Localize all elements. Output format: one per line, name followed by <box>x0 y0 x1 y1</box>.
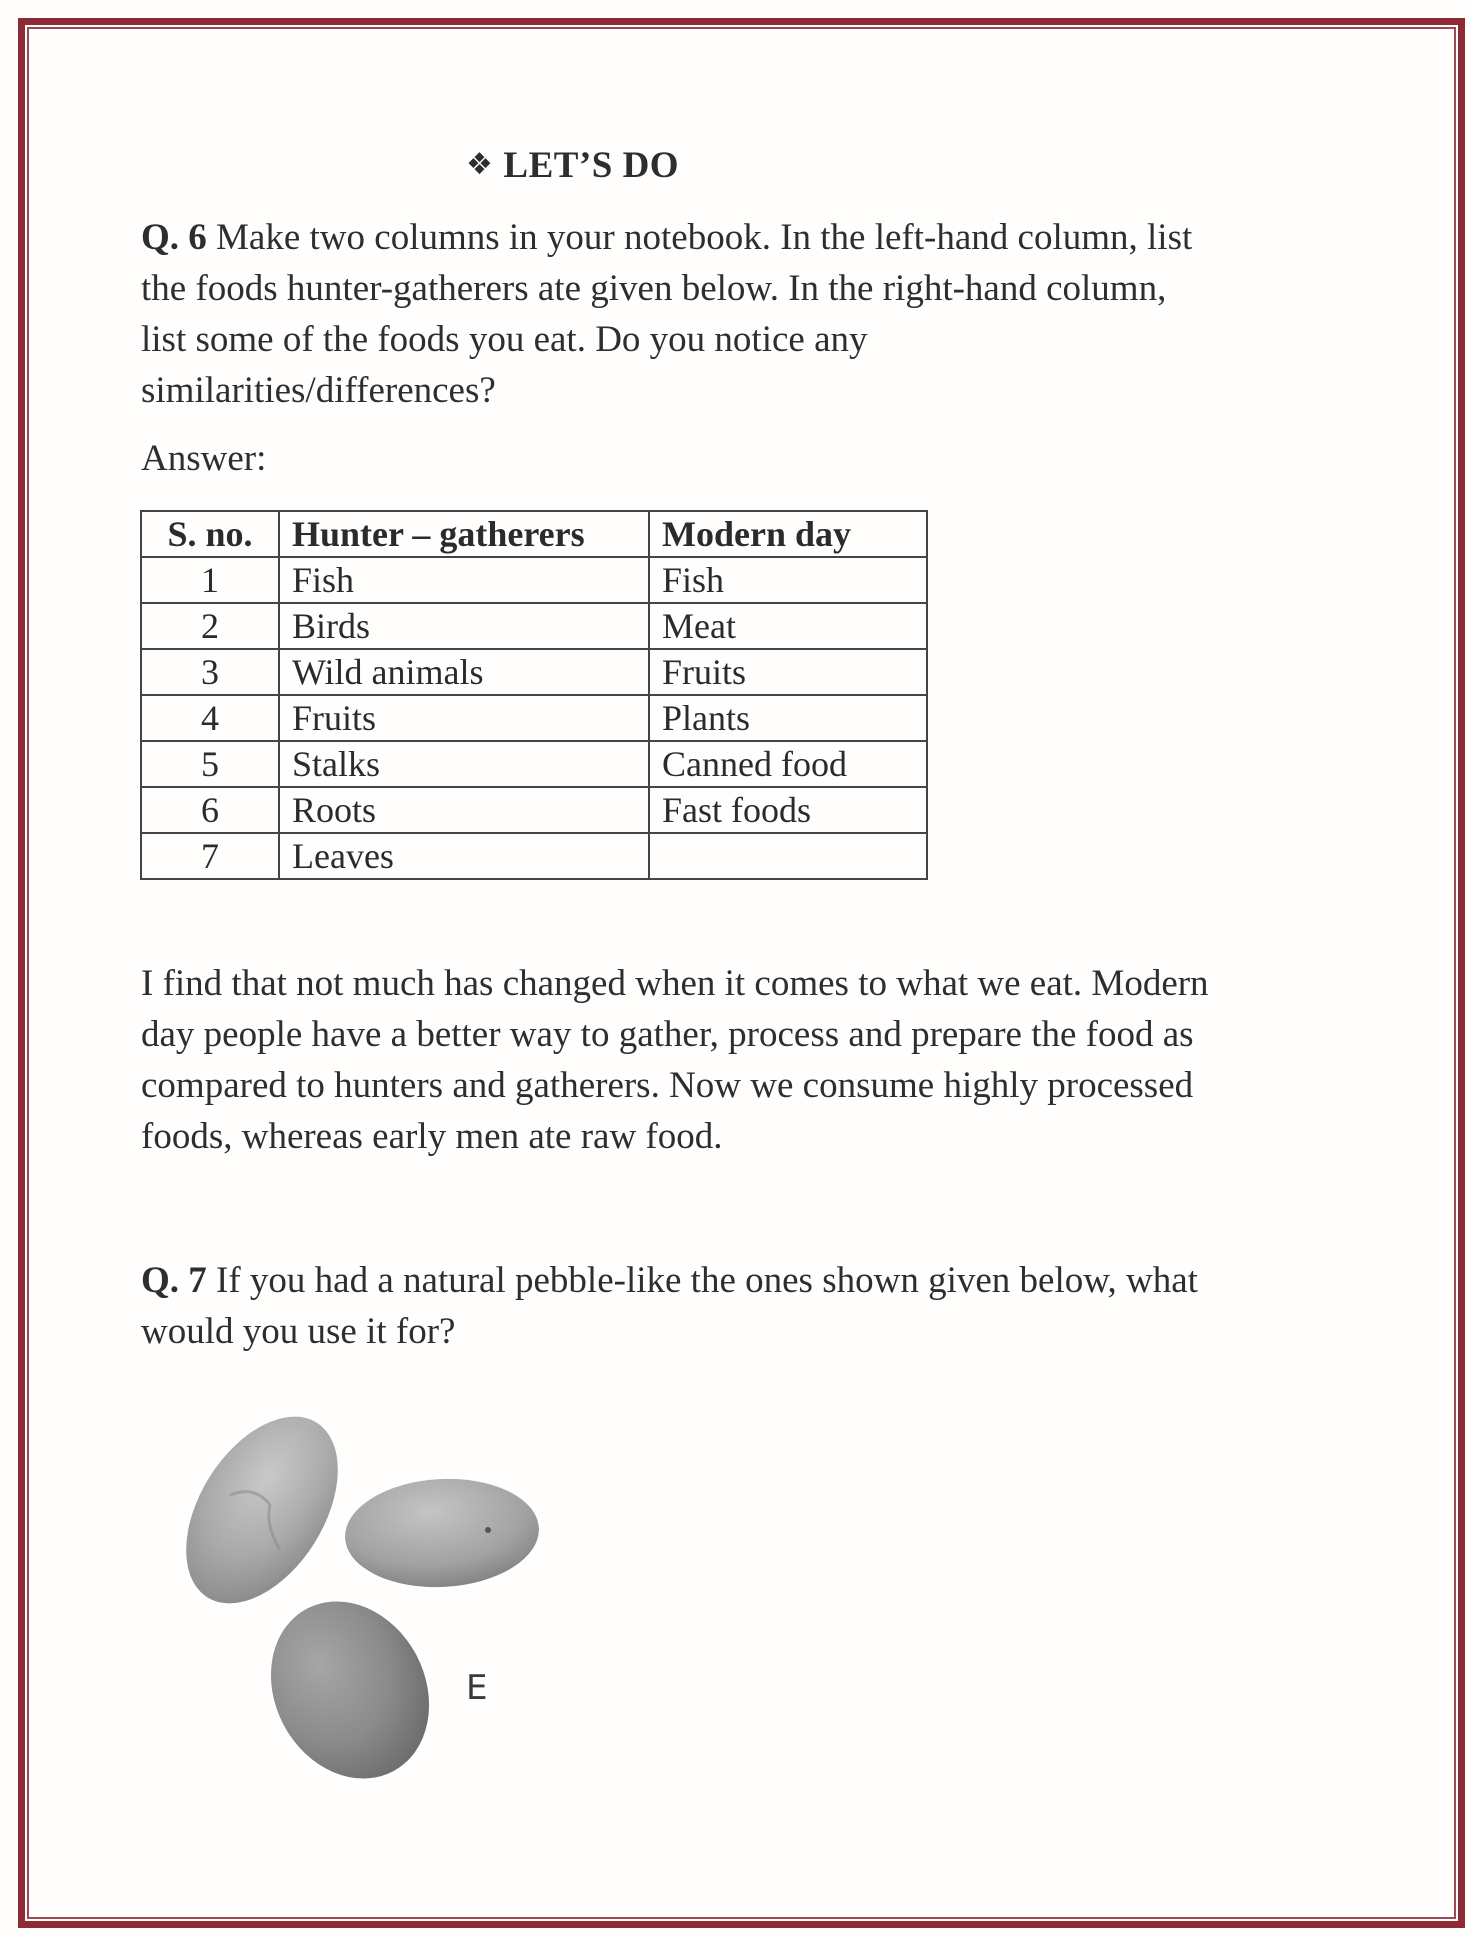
cell-modern-food: Fast foods <box>649 787 927 833</box>
table-row <box>141 695 927 741</box>
pebble-icon <box>342 1474 541 1592</box>
question-6-line: the foods hunter-gatherers ate given below. In the right-hand column, <box>141 268 1167 309</box>
cell-modern-food: Meat <box>649 603 927 649</box>
cell-modern-food: Canned food <box>649 741 927 787</box>
cell-serial: 5 <box>141 741 279 787</box>
pebbles-illustration <box>170 1400 570 1790</box>
answer-label: Answer: <box>141 438 267 479</box>
cell-modern-food: Plants <box>649 695 927 741</box>
table-row <box>141 787 927 833</box>
header-hunter-gatherers: Hunter – gatherers <box>279 511 649 557</box>
table-row <box>141 741 927 787</box>
cell-hunter-gatherer-food: Birds <box>279 603 649 649</box>
header-modern-day: Modern day <box>649 511 927 557</box>
question-6-line: list some of the foods you eat. Do you notice any <box>141 319 868 360</box>
cell-serial: 7 <box>141 833 279 879</box>
table-row <box>141 649 927 695</box>
figure-label: E <box>466 1668 488 1708</box>
cell-hunter-gatherer-food: Fish <box>279 557 649 603</box>
cell-serial: 3 <box>141 649 279 695</box>
diamond-bullet-icon: ❖ <box>466 147 494 182</box>
cell-modern-food: Fruits <box>649 649 927 695</box>
table-header-row <box>141 511 927 557</box>
question-number: Q. 6 <box>141 217 207 258</box>
conclusion-line: compared to hunters and gatherers. Now we consume highly processed <box>141 1065 1194 1106</box>
question-6-line: Q. 6 Make two columns in your notebook. In the left-hand column, list <box>141 217 1193 258</box>
conclusion-line: day people have a better way to gather, process and prepare the food as <box>141 1014 1194 1055</box>
question-7-line: Q. 7 If you had a natural pebble-like the ones shown given below, what <box>141 1260 1198 1301</box>
pebble-icon <box>241 1574 460 1790</box>
header-serial-number: S. no. <box>141 511 279 557</box>
table-row <box>141 603 927 649</box>
question-7 <box>141 1255 1341 1357</box>
pebble-icon <box>170 1400 369 1630</box>
cell-serial: 2 <box>141 603 279 649</box>
cell-hunter-gatherer-food: Stalks <box>279 741 649 787</box>
cell-serial: 4 <box>141 695 279 741</box>
question-7-line: would you use it for? <box>141 1311 456 1352</box>
table-row <box>141 833 927 879</box>
conclusion-line: foods, whereas early men ate raw food. <box>141 1116 723 1157</box>
cell-serial: 6 <box>141 787 279 833</box>
table-row <box>141 557 927 603</box>
section-heading <box>466 144 679 187</box>
cell-hunter-gatherer-food: Fruits <box>279 695 649 741</box>
answer-conclusion <box>141 958 1341 1162</box>
cell-hunter-gatherer-food: Wild animals <box>279 649 649 695</box>
cell-serial: 1 <box>141 557 279 603</box>
section-heading-title: LET’S DO <box>503 145 680 186</box>
question-number: Q. 7 <box>141 1260 207 1301</box>
cell-hunter-gatherer-food: Leaves <box>279 833 649 879</box>
cell-hunter-gatherer-food: Roots <box>279 787 649 833</box>
food-comparison-table <box>140 510 928 880</box>
cell-modern-food <box>649 833 927 879</box>
question-6-line: similarities/differences? <box>141 370 496 411</box>
question-6 <box>141 212 1321 416</box>
cell-modern-food: Fish <box>649 557 927 603</box>
conclusion-line: I find that not much has changed when it comes to what we eat. Modern <box>141 963 1209 1004</box>
